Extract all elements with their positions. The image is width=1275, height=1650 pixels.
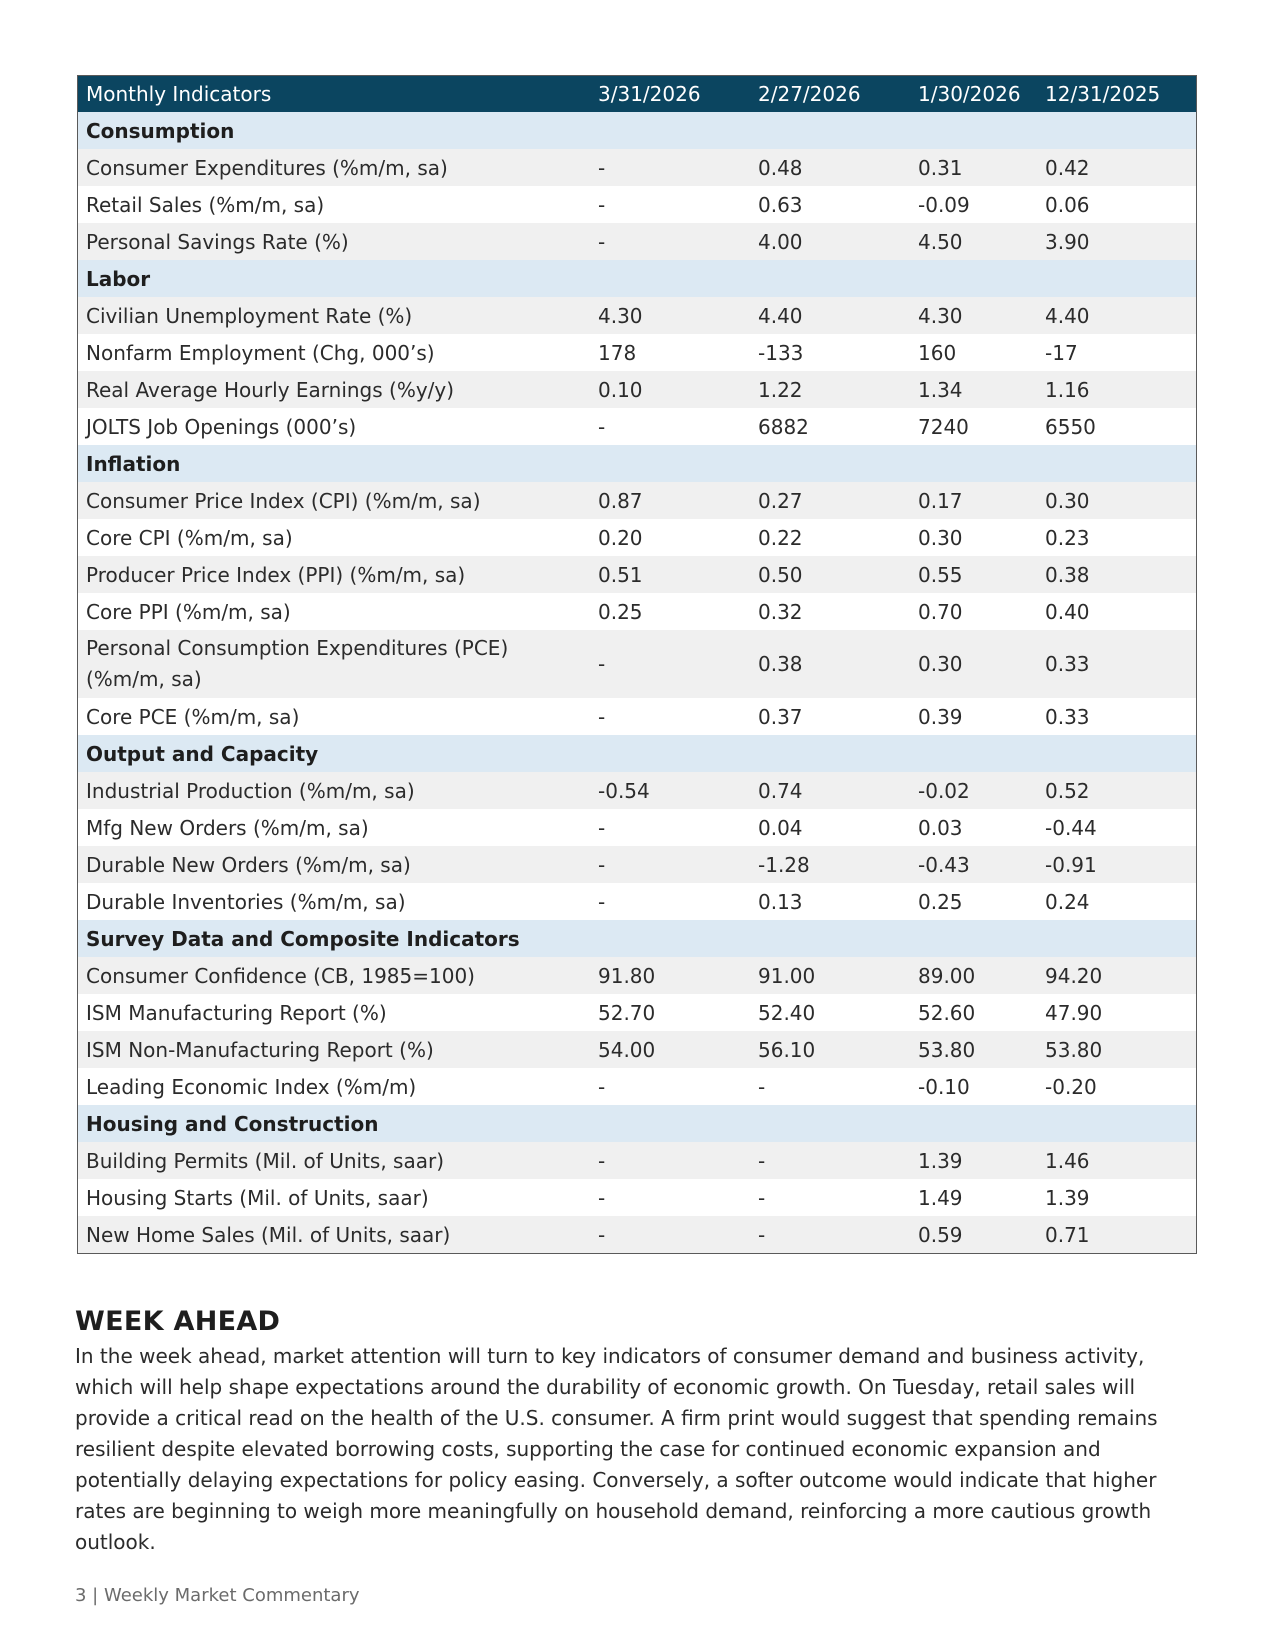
- table-row: [78, 1216, 1196, 1253]
- indicator-label: Consumer Price Index (CPI) (%m/m, sa): [86, 488, 481, 513]
- table-row: [78, 1179, 1196, 1216]
- indicator-value: 0.42: [1045, 155, 1090, 180]
- indicator-label: ISM Manufacturing Report (%): [86, 1000, 387, 1025]
- indicator-value: 91.00: [758, 963, 816, 988]
- indicator-value: 0.25: [918, 889, 963, 914]
- indicator-value: 0.17: [918, 488, 963, 513]
- indicator-value: 0.71: [1045, 1222, 1090, 1247]
- column-header: 1/30/2026: [918, 82, 1021, 106]
- table-header-row: [78, 76, 1196, 112]
- indicator-value: 0.03: [918, 815, 963, 840]
- section-title: Housing and Construction: [86, 1111, 379, 1136]
- indicator-value: 160: [918, 340, 957, 365]
- indicator-value: 0.59: [918, 1222, 963, 1247]
- page-footer: 3 | Weekly Market Commentary: [75, 1585, 360, 1606]
- indicator-value: 0.74: [758, 778, 803, 803]
- table-row: [78, 482, 1196, 519]
- section-title: Labor: [86, 266, 151, 291]
- indicator-value: 178: [598, 340, 637, 365]
- table-row: [78, 556, 1196, 593]
- table-body: [78, 112, 1196, 1253]
- indicator-value: -17: [1045, 340, 1078, 365]
- table-row: [78, 334, 1196, 371]
- column-header: 12/31/2025: [1045, 82, 1161, 106]
- indicator-value: 0.87: [598, 488, 643, 513]
- indicator-value: -1.28: [758, 852, 810, 877]
- monthly-indicators-table: [78, 76, 1196, 1253]
- indicator-value: 0.25: [598, 599, 643, 624]
- indicator-value: -0.10: [918, 1074, 970, 1099]
- indicator-value: 0.63: [758, 192, 803, 217]
- indicator-value: 0.38: [1045, 562, 1090, 587]
- indicator-value: 6882: [758, 414, 809, 439]
- indicator-value: 0.13: [758, 889, 803, 914]
- table-row: [78, 846, 1196, 883]
- table-row: [78, 149, 1196, 186]
- indicator-value: 1.16: [1045, 377, 1090, 402]
- week-ahead-body: In the week ahead, market attention will turn to key indicators of consumer demand and business activity, which will help shape expectations around the durability of economic growth. On Tuesday, retail sales will provide a critical read on the health of the U.S. consumer. A firm print would suggest that spending remains resilient despite elevated borrowing costs, supporting the case for continued economic expansion and potentially delaying expectations for policy easing. Conversely, a softer outcome would indicate that higher rates are beginning to weigh more meaningfully on household demand, reinforcing a more cautious growth outlook.: [75, 1344, 1158, 1554]
- indicator-value: 53.80: [918, 1037, 976, 1062]
- indicator-label: Core PPI (%m/m, sa): [86, 599, 291, 624]
- indicator-value: 4.30: [918, 303, 963, 328]
- indicator-value: 0.50: [758, 562, 803, 587]
- indicator-label: Real Average Hourly Earnings (%y/y): [86, 377, 455, 402]
- indicator-value: 0.10: [598, 377, 643, 402]
- indicator-value: 0.48: [758, 155, 803, 180]
- indicator-value: -: [598, 155, 606, 180]
- indicator-value: -0.09: [918, 192, 970, 217]
- indicator-label: Personal Consumption Expenditures (PCE) (%m/m, sa): [86, 636, 509, 691]
- indicator-value: -: [598, 815, 606, 840]
- indicator-value: -: [598, 1185, 606, 1210]
- indicator-value: 4.40: [1045, 303, 1090, 328]
- section-title: Output and Capacity: [86, 741, 319, 766]
- indicator-value: 6550: [1045, 414, 1096, 439]
- indicator-value: 0.30: [918, 525, 963, 550]
- indicator-value: -: [598, 1222, 606, 1247]
- indicator-value: 1.34: [918, 377, 963, 402]
- indicator-value: 1.22: [758, 377, 803, 402]
- table-section-row: [78, 735, 1196, 772]
- column-header: 2/27/2026: [758, 82, 861, 106]
- indicator-value: 54.00: [598, 1037, 656, 1062]
- indicator-label: Core CPI (%m/m, sa): [86, 525, 293, 550]
- indicator-value: -: [598, 652, 606, 676]
- indicator-value: 0.30: [918, 652, 963, 676]
- indicator-value: 1.39: [918, 1148, 963, 1173]
- indicator-value: 89.00: [918, 963, 976, 988]
- week-ahead-heading: WEEK AHEAD: [75, 1306, 281, 1337]
- table-row: [78, 883, 1196, 920]
- section-title: Consumption: [86, 118, 235, 143]
- table-row: [78, 957, 1196, 994]
- indicator-value: 1.49: [918, 1185, 963, 1210]
- indicator-value: 0.33: [1045, 652, 1090, 676]
- table-row: [78, 1142, 1196, 1179]
- indicator-value: 0.37: [758, 704, 803, 729]
- monthly-indicators-table-wrap: [77, 75, 1197, 1254]
- indicator-label: Durable Inventories (%m/m, sa): [86, 889, 406, 914]
- indicator-value: -: [598, 704, 606, 729]
- indicator-value: 4.50: [918, 229, 963, 254]
- table-section-row: [78, 920, 1196, 957]
- indicator-value: -0.54: [598, 778, 650, 803]
- indicator-label: Civilian Unemployment Rate (%): [86, 303, 413, 328]
- table-row: [78, 698, 1196, 735]
- indicator-value: 0.40: [1045, 599, 1090, 624]
- section-title: Survey Data and Composite Indicators: [86, 926, 520, 951]
- indicator-value: -0.91: [1045, 852, 1097, 877]
- indicator-value: 4.00: [758, 229, 803, 254]
- indicator-label: Personal Savings Rate (%): [86, 229, 349, 254]
- indicator-value: -133: [758, 340, 804, 365]
- indicator-value: 52.40: [758, 1000, 816, 1025]
- indicator-label: Core PCE (%m/m, sa): [86, 704, 300, 729]
- table-section-row: [78, 445, 1196, 482]
- indicator-value: 1.39: [1045, 1185, 1090, 1210]
- indicator-value: 0.52: [1045, 778, 1090, 803]
- indicator-value: 52.70: [598, 1000, 656, 1025]
- indicator-value: 56.10: [758, 1037, 816, 1062]
- indicator-value: 4.40: [758, 303, 803, 328]
- indicator-value: -: [758, 1148, 766, 1173]
- indicator-value: 0.24: [1045, 889, 1090, 914]
- indicator-label: Nonfarm Employment (Chg, 000’s): [86, 340, 435, 365]
- table-row: [78, 1068, 1196, 1105]
- indicator-value: -: [598, 229, 606, 254]
- indicator-value: -: [758, 1185, 766, 1210]
- indicator-value: 7240: [918, 414, 969, 439]
- indicator-value: 1.46: [1045, 1148, 1090, 1173]
- indicator-value: 0.31: [918, 155, 963, 180]
- indicator-value: 0.55: [918, 562, 963, 587]
- indicator-value: 0.51: [598, 562, 643, 587]
- week-ahead-section: [75, 1306, 1203, 1558]
- table-row: [78, 772, 1196, 809]
- indicator-value: 0.20: [598, 525, 643, 550]
- indicator-value: 47.90: [1045, 1000, 1103, 1025]
- table-row: [78, 1031, 1196, 1068]
- indicator-value: -0.43: [918, 852, 970, 877]
- indicator-value: -: [598, 889, 606, 914]
- indicator-label: Durable New Orders (%m/m, sa): [86, 852, 411, 877]
- indicator-label: Mfg New Orders (%m/m, sa): [86, 815, 369, 840]
- indicator-value: 0.22: [758, 525, 803, 550]
- indicator-value: 0.23: [1045, 525, 1090, 550]
- column-header: Monthly Indicators: [86, 82, 272, 106]
- indicator-value: 0.27: [758, 488, 803, 513]
- section-title: Inflation: [86, 451, 181, 476]
- indicator-value: 0.06: [1045, 192, 1090, 217]
- indicator-label: Producer Price Index (PPI) (%m/m, sa): [86, 562, 466, 587]
- indicator-label: Retail Sales (%m/m, sa): [86, 192, 325, 217]
- table-row: [78, 809, 1196, 846]
- table-section-row: [78, 260, 1196, 297]
- indicator-value: 3.90: [1045, 229, 1090, 254]
- indicator-value: 0.04: [758, 815, 803, 840]
- indicator-label: Industrial Production (%m/m, sa): [86, 778, 415, 803]
- indicator-label: Leading Economic Index (%m/m): [86, 1074, 417, 1099]
- table-row: [78, 371, 1196, 408]
- table-section-row: [78, 1105, 1196, 1142]
- indicator-label: New Home Sales (Mil. of Units, saar): [86, 1222, 451, 1247]
- table-row: [78, 297, 1196, 334]
- indicator-label: Consumer Expenditures (%m/m, sa): [86, 155, 448, 180]
- indicator-value: 52.60: [918, 1000, 976, 1025]
- indicator-label: Consumer Confidence (CB, 1985=100): [86, 963, 475, 988]
- indicator-value: -: [598, 1074, 606, 1099]
- indicator-value: -: [598, 414, 606, 439]
- indicator-value: -: [758, 1074, 766, 1099]
- indicator-value: -0.02: [918, 778, 970, 803]
- indicator-value: -0.20: [1045, 1074, 1097, 1099]
- table-row: [78, 994, 1196, 1031]
- indicator-value: -: [598, 852, 606, 877]
- indicator-value: 0.39: [918, 704, 963, 729]
- table-row: [78, 630, 1196, 698]
- indicator-value: 0.32: [758, 599, 803, 624]
- table-row: [78, 223, 1196, 260]
- table-row: [78, 593, 1196, 630]
- indicator-value: 0.30: [1045, 488, 1090, 513]
- indicator-value: 4.30: [598, 303, 643, 328]
- table-row: [78, 519, 1196, 556]
- indicator-value: -0.44: [1045, 815, 1097, 840]
- table-section-row: [78, 112, 1196, 149]
- indicator-label: ISM Non-Manufacturing Report (%): [86, 1037, 434, 1062]
- indicator-value: 91.80: [598, 963, 656, 988]
- indicator-label: JOLTS Job Openings (000’s): [86, 414, 357, 439]
- indicator-value: 53.80: [1045, 1037, 1103, 1062]
- indicator-value: 0.38: [758, 652, 803, 676]
- table-row: [78, 408, 1196, 445]
- indicator-value: 94.20: [1045, 963, 1103, 988]
- indicator-value: -: [758, 1222, 766, 1247]
- table-row: [78, 186, 1196, 223]
- indicator-label: Housing Starts (Mil. of Units, saar): [86, 1185, 429, 1210]
- indicator-value: -: [598, 1148, 606, 1173]
- indicator-value: 0.70: [918, 599, 963, 624]
- indicator-value: 0.33: [1045, 704, 1090, 729]
- column-header: 3/31/2026: [598, 82, 701, 106]
- indicator-value: -: [598, 192, 606, 217]
- indicator-label: Building Permits (Mil. of Units, saar): [86, 1148, 444, 1173]
